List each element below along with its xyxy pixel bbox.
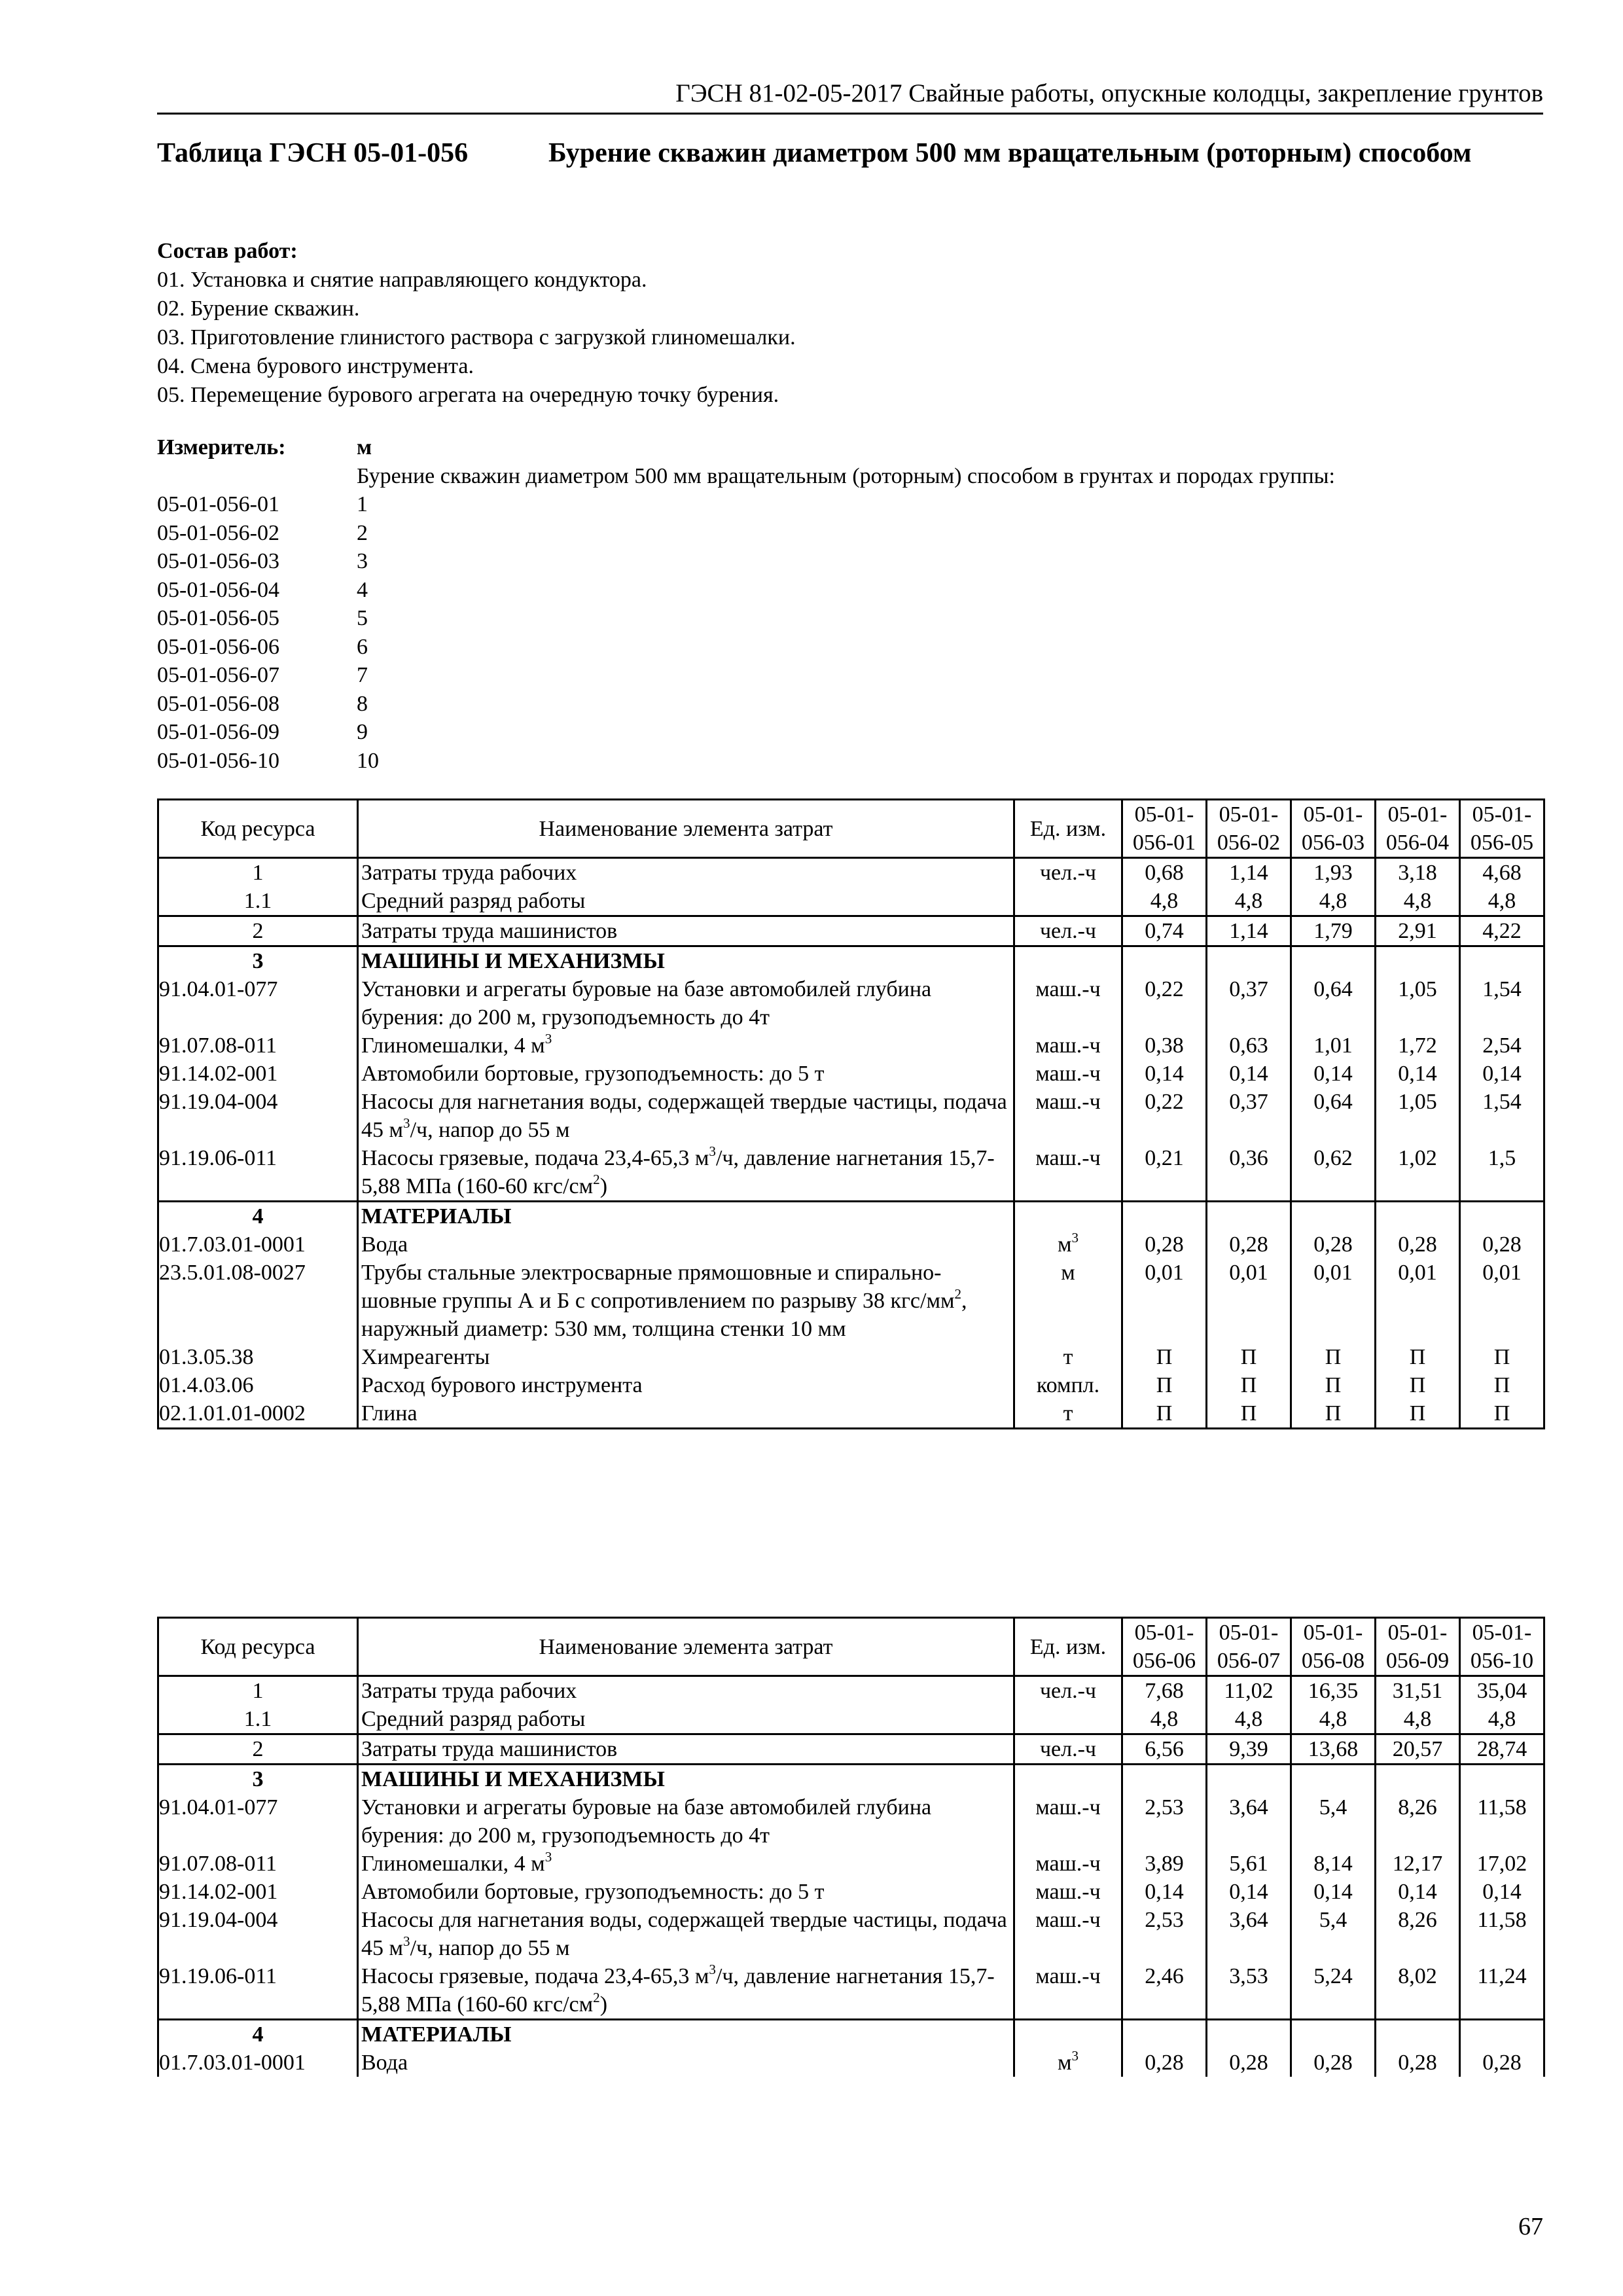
norm-value: 4,8 xyxy=(1122,887,1207,916)
resource-unit: маш.-ч xyxy=(1014,1850,1122,1878)
norm-value: 2,91 xyxy=(1376,916,1460,946)
norm-value: 0,14 xyxy=(1122,1060,1207,1088)
norm-value: 4,8 xyxy=(1207,887,1291,916)
norm-value: 1,79 xyxy=(1291,916,1376,946)
table-row xyxy=(158,1676,1544,1706)
meter-description-row xyxy=(157,462,1543,491)
resource-name: Затраты труда рабочих xyxy=(358,1676,1014,1706)
meter-unit-row xyxy=(157,433,1543,462)
norm-value: 2,53 xyxy=(1122,1906,1207,1962)
section-number: 3 xyxy=(158,1765,358,1794)
soil-group: 2 xyxy=(357,520,368,545)
meter-unit: м xyxy=(357,435,372,459)
norm-value: 12,17 xyxy=(1376,1850,1460,1878)
resource-code: 91.19.04-004 xyxy=(158,1906,358,1962)
resource-unit: маш.-ч xyxy=(1014,1060,1122,1088)
norm-value: 11,02 xyxy=(1207,1676,1291,1706)
norm-value: 0,28 xyxy=(1376,1230,1460,1259)
table-row xyxy=(158,1705,1544,1734)
resource-name: Глиномешалки, 4 $м^3$ xyxy=(358,1850,1014,1878)
norm-value: 13,68 xyxy=(1291,1734,1376,1765)
norm-value: 4,8 xyxy=(1291,1705,1376,1734)
norm-value: 7,68 xyxy=(1122,1676,1207,1706)
table-row xyxy=(158,1343,1544,1371)
norm-value: 0,14 xyxy=(1376,1878,1460,1906)
norm-value: 20,57 xyxy=(1376,1734,1460,1765)
norm-value: 0,37 xyxy=(1207,1088,1291,1144)
norm-value: 0,14 xyxy=(1207,1878,1291,1906)
resource-name: Автомобили бортовые, грузоподъемность: до 5 т xyxy=(358,1060,1014,1088)
resource-unit: маш.-ч xyxy=(1014,1962,1122,2020)
norm-value: 3,18 xyxy=(1376,858,1460,888)
meter-row xyxy=(157,490,1543,519)
resource-code: 91.14.02-001 xyxy=(158,1060,358,1088)
resource-code: 01.3.05.38 xyxy=(158,1343,358,1371)
resource-name: Насосы для нагнетания воды, содержащей твердые частицы, подача 45 $м^3/ч$, напор до 55 м xyxy=(358,1088,1014,1144)
resource-code: 91.07.08-011 xyxy=(158,1031,358,1060)
resource-name: Насосы для нагнетания воды, содержащей твердые частицы, подача 45 $м^3/ч$, напор до 55 м xyxy=(358,1906,1014,1962)
meter-description: Бурение скважин диаметром 500 мм вращательным (роторным) способом в грунтах и породах группы: xyxy=(357,463,1335,488)
soil-group: 3 xyxy=(357,549,368,573)
resource-name: Химреагенты xyxy=(358,1343,1014,1371)
table-row xyxy=(158,916,1544,946)
header-unit: Ед. изм. xyxy=(1014,1618,1122,1676)
norm-value: 0,64 xyxy=(1291,975,1376,1031)
norm-value: П xyxy=(1376,1399,1460,1429)
header-norm-column: 05-01- 056-09 xyxy=(1376,1618,1460,1676)
resource-unit: маш.-ч xyxy=(1014,1088,1122,1144)
resource-unit: маш.-ч xyxy=(1014,1793,1122,1850)
meter-row xyxy=(157,633,1543,662)
norm-value: 3,64 xyxy=(1207,1906,1291,1962)
norm-value: П xyxy=(1122,1371,1207,1399)
resource-unit: $м^3$ xyxy=(1014,2049,1122,2077)
norm-value: 1,05 xyxy=(1376,975,1460,1031)
norm-value: 0,36 xyxy=(1207,1144,1291,1202)
norm-value: 0,28 xyxy=(1376,2049,1460,2077)
norm-value: 31,51 xyxy=(1376,1676,1460,1706)
header-code: Код ресурса xyxy=(158,800,358,858)
norm-value: 1,54 xyxy=(1460,1088,1544,1144)
norm-value: 9,39 xyxy=(1207,1734,1291,1765)
norm-value: 0,28 xyxy=(1122,1230,1207,1259)
norm-value: 4,8 xyxy=(1122,1705,1207,1734)
section-row xyxy=(158,946,1544,976)
resource-code: 91.07.08-011 xyxy=(158,1850,358,1878)
table-row xyxy=(158,2049,1544,2077)
norm-value: 8,02 xyxy=(1376,1962,1460,2020)
norm-value: 8,26 xyxy=(1376,1793,1460,1850)
table-row xyxy=(158,1399,1544,1429)
resource-name: Расход бурового инструмента xyxy=(358,1371,1014,1399)
resource-name: Средний разряд работы xyxy=(358,887,1014,916)
norm-value: 0,28 xyxy=(1460,1230,1544,1259)
resource-code: 91.19.06-011 xyxy=(158,1144,358,1202)
resource-name: Насосы грязевые, подача 23,4-65,3 $м^3/ч$, давление нагнетания 15,7-5,88 МПа (160-60 кгс/$см^2$) xyxy=(358,1144,1014,1202)
norm-value: 1,5 xyxy=(1460,1144,1544,1202)
header-name: Наименование элемента затрат xyxy=(358,800,1014,858)
soil-group: 9 xyxy=(357,720,368,744)
resource-name: Средний разряд работы xyxy=(358,1705,1014,1734)
table-row xyxy=(158,1793,1544,1850)
soil-group: 5 xyxy=(357,606,368,630)
norm-value: 4,22 xyxy=(1460,916,1544,946)
norm-code: 05-01-056-09 xyxy=(157,720,279,744)
resource-code: 2 xyxy=(158,1734,358,1765)
table-row xyxy=(158,1962,1544,2020)
resource-name: Затраты труда машинистов xyxy=(358,916,1014,946)
norm-value: П xyxy=(1207,1371,1291,1399)
norm-value: 0,14 xyxy=(1460,1060,1544,1088)
resource-name: Автомобили бортовые, грузоподъемность: до 5 т xyxy=(358,1878,1014,1906)
soil-group: 4 xyxy=(357,577,368,602)
norm-code: 05-01-056-02 xyxy=(157,520,279,545)
resource-name: Затраты труда машинистов xyxy=(358,1734,1014,1765)
resource-unit: компл. xyxy=(1014,1371,1122,1399)
table-row xyxy=(158,1088,1544,1144)
norm-value: 28,74 xyxy=(1460,1734,1544,1765)
norm-value: 0,01 xyxy=(1207,1259,1291,1343)
norm-value: П xyxy=(1122,1399,1207,1429)
norm-value: 1,01 xyxy=(1291,1031,1376,1060)
norm-value: П xyxy=(1460,1399,1544,1429)
header-norm-column: 05-01- 056-02 xyxy=(1207,800,1291,858)
work-item: 02. Бурение скважин. xyxy=(157,296,360,321)
norm-value: 0,01 xyxy=(1291,1259,1376,1343)
table-row xyxy=(158,1060,1544,1088)
norm-value: 0,14 xyxy=(1122,1878,1207,1906)
norm-value: 0,22 xyxy=(1122,975,1207,1031)
norm-value: 0,14 xyxy=(1291,1060,1376,1088)
resource-name: Установки и агрегаты буровые на базе автомобилей глубина бурения: до 200 м, грузоподъемность до 4т xyxy=(358,975,1014,1031)
resource-unit: маш.-ч xyxy=(1014,1906,1122,1962)
norm-code: 05-01-056-06 xyxy=(157,634,279,659)
norm-code: 05-01-056-03 xyxy=(157,549,279,573)
norm-value: 6,56 xyxy=(1122,1734,1207,1765)
norm-code: 05-01-056-01 xyxy=(157,492,279,516)
norm-value: 0,14 xyxy=(1460,1878,1544,1906)
section-number: 3 xyxy=(158,946,358,976)
norm-value: 0,01 xyxy=(1122,1259,1207,1343)
norm-value: 5,4 xyxy=(1291,1906,1376,1962)
table-row xyxy=(158,975,1544,1031)
table-row xyxy=(158,858,1544,888)
norm-value: 4,8 xyxy=(1207,1705,1291,1734)
norm-value: 0,63 xyxy=(1207,1031,1291,1060)
resource-unit: $м^3$ xyxy=(1014,1230,1122,1259)
resource-unit: чел.-ч xyxy=(1014,1734,1122,1765)
resource-name: Вода xyxy=(358,2049,1014,2077)
header-name: Наименование элемента затрат xyxy=(358,1618,1014,1676)
resource-code: 1.1 xyxy=(158,1705,358,1734)
resource-code: 1 xyxy=(158,1676,358,1706)
norm-value: 0,62 xyxy=(1291,1144,1376,1202)
norm-value: 17,02 xyxy=(1460,1850,1544,1878)
table-row xyxy=(158,1906,1544,1962)
norm-code: 05-01-056-07 xyxy=(157,663,279,687)
norm-value: 0,37 xyxy=(1207,975,1291,1031)
soil-group: 6 xyxy=(357,634,368,659)
table-row xyxy=(158,1031,1544,1060)
table-title-label: Таблица ГЭСН 05-01-056 xyxy=(157,138,469,168)
resource-code: 1 xyxy=(158,858,358,888)
soil-group: 8 xyxy=(357,691,368,716)
norm-value: 11,24 xyxy=(1460,1962,1544,2020)
norm-value: П xyxy=(1376,1371,1460,1399)
table-header-row xyxy=(158,1618,1544,1676)
resource-unit: маш.-ч xyxy=(1014,1144,1122,1202)
resource-unit xyxy=(1014,1705,1122,1734)
meter-row xyxy=(157,604,1543,633)
meter-label: Измеритель: xyxy=(157,435,286,459)
section-row xyxy=(158,1202,1544,1231)
norm-value: 4,8 xyxy=(1460,1705,1544,1734)
table-title-text: Бурение скважин диаметром 500 мм вращательным (роторным) способом xyxy=(548,138,1472,168)
norm-code: 05-01-056-10 xyxy=(157,748,279,773)
page-number: 67 xyxy=(1518,2213,1543,2240)
work-item: 05. Перемещение бурового агрегата на очередную точку бурения. xyxy=(157,383,779,407)
resource-code: 23.5.01.08-0027 xyxy=(158,1259,358,1343)
norm-value: П xyxy=(1460,1371,1544,1399)
resource-name: Вода xyxy=(358,1230,1014,1259)
norm-value: 0,38 xyxy=(1122,1031,1207,1060)
table-row xyxy=(158,1371,1544,1399)
norm-code: 05-01-056-08 xyxy=(157,691,279,716)
resource-code: 91.19.04-004 xyxy=(158,1088,358,1144)
norm-value: 0,01 xyxy=(1376,1259,1460,1343)
meter-row xyxy=(157,747,1543,776)
resource-code: 01.7.03.01-0001 xyxy=(158,1230,358,1259)
header-unit: Ед. изм. xyxy=(1014,800,1122,858)
section-title: МАШИНЫ И МЕХАНИЗМЫ xyxy=(358,946,1014,976)
resource-unit: чел.-ч xyxy=(1014,1676,1122,1706)
resource-code: 91.14.02-001 xyxy=(158,1878,358,1906)
norm-value: 0,01 xyxy=(1460,1259,1544,1343)
work-item: 01. Установка и снятие направляющего кондуктора. xyxy=(157,268,647,292)
norm-value: 4,8 xyxy=(1460,887,1544,916)
norm-table-1 xyxy=(157,798,1545,1429)
norm-value: 35,04 xyxy=(1460,1676,1544,1706)
norm-value: П xyxy=(1291,1343,1376,1371)
norm-value: 0,68 xyxy=(1122,858,1207,888)
norm-value: 5,24 xyxy=(1291,1962,1376,2020)
norm-value: 0,28 xyxy=(1291,1230,1376,1259)
header-norm-column: 05-01- 056-03 xyxy=(1291,800,1376,858)
section-row xyxy=(158,1765,1544,1794)
norm-value: П xyxy=(1207,1343,1291,1371)
norm-value: П xyxy=(1291,1399,1376,1429)
resource-code: 91.04.01-077 xyxy=(158,1793,358,1850)
resource-unit: т xyxy=(1014,1399,1122,1429)
running-header: ГЭСН 81-02-05-2017 Свайные работы, опускные колодцы, закрепление грунтов xyxy=(157,77,1543,115)
header-norm-column: 05-01- 056-04 xyxy=(1376,800,1460,858)
resource-unit xyxy=(1014,887,1122,916)
norm-value: П xyxy=(1376,1343,1460,1371)
norm-value: П xyxy=(1460,1343,1544,1371)
norm-value: 1,72 xyxy=(1376,1031,1460,1060)
section-title: МАШИНЫ И МЕХАНИЗМЫ xyxy=(358,1765,1014,1794)
norm-value: 1,54 xyxy=(1460,975,1544,1031)
soil-group: 7 xyxy=(357,663,368,687)
table-row xyxy=(158,1259,1544,1343)
norm-table-2 xyxy=(157,1617,1545,2077)
meter-row xyxy=(157,690,1543,719)
norm-value: 0,14 xyxy=(1376,1060,1460,1088)
norm-value: 0,22 xyxy=(1122,1088,1207,1144)
meter-row xyxy=(157,547,1543,576)
norm-value: 3,53 xyxy=(1207,1962,1291,2020)
section-title: МАТЕРИАЛЫ xyxy=(358,1202,1014,1231)
norm-value: 0,28 xyxy=(1460,2049,1544,2077)
resource-name: Установки и агрегаты буровые на базе автомобилей глубина бурения: до 200 м, грузоподъемность до 4т xyxy=(358,1793,1014,1850)
norm-value: 1,02 xyxy=(1376,1144,1460,1202)
work-item: 03. Приготовление глинистого раствора с загрузкой глиномешалки. xyxy=(157,325,796,350)
norm-value: 0,21 xyxy=(1122,1144,1207,1202)
norm-value: 0,74 xyxy=(1122,916,1207,946)
section-row xyxy=(158,2020,1544,2049)
meter-row xyxy=(157,718,1543,747)
norm-value: 11,58 xyxy=(1460,1906,1544,1962)
norm-value: 11,58 xyxy=(1460,1793,1544,1850)
table-row xyxy=(158,1850,1544,1878)
work-item: 04. Смена бурового инструмента. xyxy=(157,354,474,378)
table-header-row xyxy=(158,800,1544,858)
resource-unit: маш.-ч xyxy=(1014,1878,1122,1906)
norm-value: 5,61 xyxy=(1207,1850,1291,1878)
norm-value: 4,8 xyxy=(1291,887,1376,916)
norm-value: 0,28 xyxy=(1207,2049,1291,2077)
norm-value: 1,14 xyxy=(1207,858,1291,888)
norm-value: 2,53 xyxy=(1122,1793,1207,1850)
norm-value: 0,14 xyxy=(1291,1878,1376,1906)
section-title: МАТЕРИАЛЫ xyxy=(358,2020,1014,2049)
norm-value: 16,35 xyxy=(1291,1676,1376,1706)
table-row xyxy=(158,1144,1544,1202)
work-composition-heading: Состав работ: xyxy=(157,239,298,263)
table-row xyxy=(158,1878,1544,1906)
norm-value: 4,8 xyxy=(1376,887,1460,916)
header-norm-column: 05-01- 056-10 xyxy=(1460,1618,1544,1676)
norm-value: П xyxy=(1207,1399,1291,1429)
header-norm-column: 05-01- 056-06 xyxy=(1122,1618,1207,1676)
norm-value: 5,4 xyxy=(1291,1793,1376,1850)
header-norm-column: 05-01- 056-07 xyxy=(1207,1618,1291,1676)
resource-name: Трубы стальные электросварные прямошовные и спирально-шовные группы А и Б с сопротивлением по разрыву 38 кгс/$мм^2$, наружный диаметр: 530 мм, толщина стенки 10 мм xyxy=(358,1259,1014,1343)
soil-group: 10 xyxy=(357,748,379,773)
soil-group: 1 xyxy=(357,492,368,516)
resource-unit: чел.-ч xyxy=(1014,858,1122,888)
resource-code: 2 xyxy=(158,916,358,946)
meter-row xyxy=(157,519,1543,548)
norm-value: 0,28 xyxy=(1122,2049,1207,2077)
norm-value: 0,28 xyxy=(1291,2049,1376,2077)
meter-row xyxy=(157,576,1543,605)
norm-value: 4,68 xyxy=(1460,858,1544,888)
table-row xyxy=(158,1734,1544,1765)
section-number: 4 xyxy=(158,1202,358,1231)
norm-value: 3,89 xyxy=(1122,1850,1207,1878)
header-norm-column: 05-01- 056-08 xyxy=(1291,1618,1376,1676)
norm-code: 05-01-056-04 xyxy=(157,577,279,602)
meter-section xyxy=(157,433,1543,775)
resource-unit: т xyxy=(1014,1343,1122,1371)
norm-value: П xyxy=(1122,1343,1207,1371)
resource-unit: маш.-ч xyxy=(1014,1031,1122,1060)
norm-value: 8,26 xyxy=(1376,1906,1460,1962)
meter-row xyxy=(157,661,1543,690)
header-norm-column: 05-01- 056-05 xyxy=(1460,800,1544,858)
norm-value: 2,46 xyxy=(1122,1962,1207,2020)
resource-unit: чел.-ч xyxy=(1014,916,1122,946)
resource-code: 91.04.01-077 xyxy=(158,975,358,1031)
header-code: Код ресурса xyxy=(158,1618,358,1676)
resource-code: 91.19.06-011 xyxy=(158,1962,358,2020)
work-composition xyxy=(157,237,1543,410)
norm-code: 05-01-056-05 xyxy=(157,606,279,630)
norm-value: 3,64 xyxy=(1207,1793,1291,1850)
resource-name: Затраты труда рабочих xyxy=(358,858,1014,888)
resource-name: Глиномешалки, 4 $м^3$ xyxy=(358,1031,1014,1060)
resource-unit: м xyxy=(1014,1259,1122,1343)
resource-code: 02.1.01.01-0002 xyxy=(158,1399,358,1429)
resource-unit: маш.-ч xyxy=(1014,975,1122,1031)
norm-value: 0,64 xyxy=(1291,1088,1376,1144)
table-row xyxy=(158,887,1544,916)
norm-value: 0,14 xyxy=(1207,1060,1291,1088)
section-number: 4 xyxy=(158,2020,358,2049)
resource-name: Насосы грязевые, подача 23,4-65,3 $м^3/ч$, давление нагнетания 15,7-5,88 МПа (160-60 кгс/$см^2$) xyxy=(358,1962,1014,2020)
resource-code: 01.4.03.06 xyxy=(158,1371,358,1399)
norm-value: 0,28 xyxy=(1207,1230,1291,1259)
norm-value: 4,8 xyxy=(1376,1705,1460,1734)
resource-code: 01.7.03.01-0001 xyxy=(158,2049,358,2077)
header-norm-column: 05-01- 056-01 xyxy=(1122,800,1207,858)
table-row xyxy=(158,1230,1544,1259)
norm-value: П xyxy=(1291,1371,1376,1399)
resource-name: Глина xyxy=(358,1399,1014,1429)
norm-value: 1,05 xyxy=(1376,1088,1460,1144)
norm-value: 1,93 xyxy=(1291,858,1376,888)
norm-value: 1,14 xyxy=(1207,916,1291,946)
norm-value: 2,54 xyxy=(1460,1031,1544,1060)
norm-value: 8,14 xyxy=(1291,1850,1376,1878)
resource-code: 1.1 xyxy=(158,887,358,916)
